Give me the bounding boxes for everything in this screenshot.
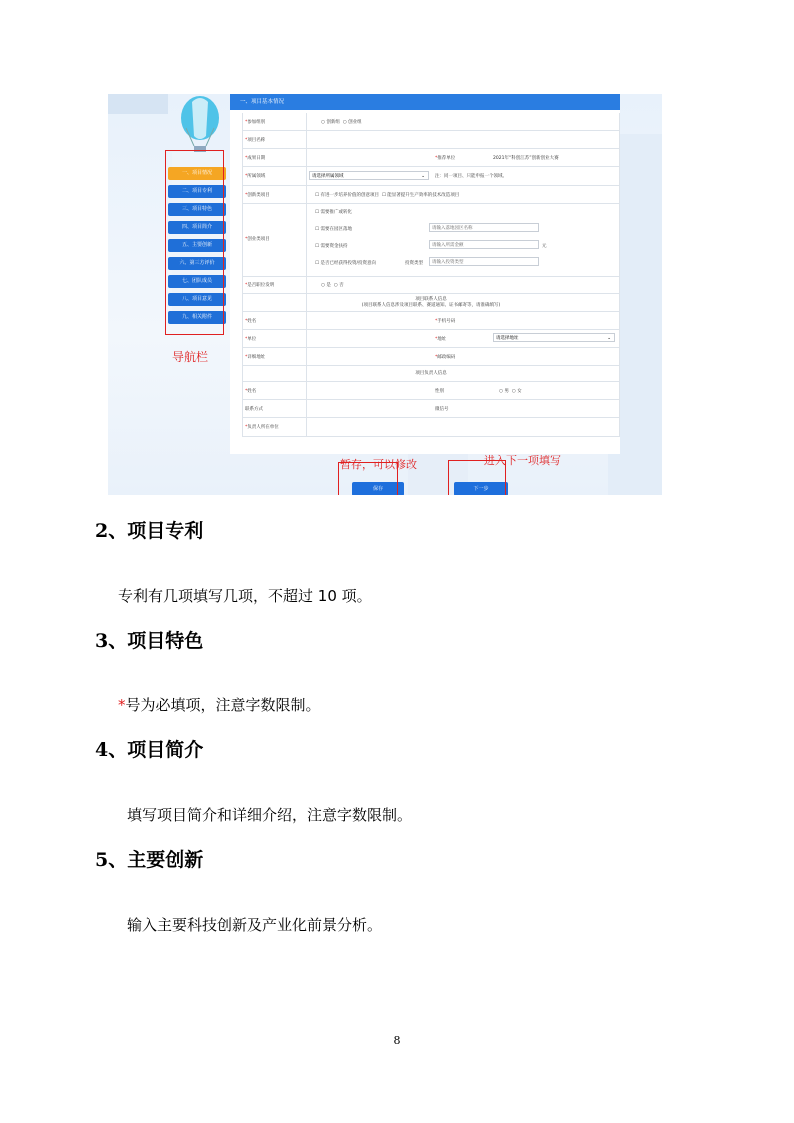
features-note: 号为必填项，注意字数限制。 <box>125 696 321 714</box>
park-name-input[interactable]: 请输入落地园区名称 <box>429 223 539 232</box>
form-row-startup: *创业类项目 ☐ 需要推广或转化 ☐ 需要在园区落地 请输入落地园区名称 ☐ 需要资金扶持 请输入所需金额 元 ☐ 是否已经获得投资/投资意向 投资类型 请输入投资类型 <box>242 204 620 277</box>
job-opt2: 否 <box>339 283 344 288</box>
job-opt1: 是 <box>326 283 331 288</box>
form-row-name: *项目名称 <box>242 131 620 149</box>
background-decoration <box>108 94 168 114</box>
field-select[interactable] <box>309 171 429 180</box>
unit-label: 单位 <box>247 337 257 342</box>
investment-type-label: 投资类型 <box>405 261 423 266</box>
project-form <box>230 94 620 454</box>
leader-name-label: 姓名 <box>247 389 257 394</box>
nav-item-features[interactable]: 三、项目特色 <box>168 203 226 216</box>
nav-annotation: 导航栏 <box>172 350 209 364</box>
form-row-category: *参加组别 ○ 创新组 ○ 创业组 <box>242 113 620 131</box>
nav-highlight-box <box>165 150 224 335</box>
startup-checkbox-2[interactable]: ☐ 需要在园区落地 <box>315 227 352 232</box>
next-button[interactable]: 下一步 <box>454 482 508 495</box>
nav-item-patent[interactable]: 二、项目专利 <box>168 185 226 198</box>
category-radio[interactable]: ○ 创新组 ○ 创业组 <box>321 120 362 125</box>
column-divider <box>306 113 307 436</box>
section-heading-innovation: 5、主要创新 <box>95 849 204 871</box>
nav-item-attachments[interactable]: 九、相关附件 <box>168 311 226 324</box>
innovation-label: 创新类项目 <box>247 193 270 198</box>
form-row-innovation: *创新类项目 ☐ 有进一步培养价值的创意项目 ☐ 能显著提升生产效率的技术改造项目 <box>242 186 620 204</box>
startup-opt4: 是否已经获得投资/投资意向 <box>320 261 376 266</box>
form-row-contact-unit: *单位 *地址 请选择地址 ⌄ <box>242 330 620 348</box>
section-heading-features: 3、项目特色 <box>95 630 204 652</box>
gender-radio[interactable]: ○ 男 ○ 女 <box>499 389 522 394</box>
form-row-leader-unit: *负责人所在单位 <box>242 418 620 437</box>
field-select-value: 请选择所属领域 <box>312 174 344 179</box>
page-number: 8 <box>393 1034 401 1047</box>
leader-title: 项目负责人信息 <box>415 371 447 376</box>
nav-item-opinion[interactable]: 八、项目意见 <box>168 293 226 306</box>
recommend-value: 2021年“科创江苏”创新创业大赛 <box>493 156 559 161</box>
section-text-features <box>118 694 321 715</box>
form-row-leader-name: *姓名 性别 ○ 男 ○ 女 <box>242 382 620 400</box>
date-label: 成果日期 <box>247 156 266 161</box>
innovation-opt2: 能显著提升生产效率的技术改造项目 <box>387 193 460 198</box>
section-text-intro: 填写项目简介和详细介绍，注意字数限制。 <box>127 806 413 824</box>
recommend-label: 推荐单位 <box>437 156 456 161</box>
category-opt1: 创新组 <box>326 120 340 125</box>
startup-opt3: 需要资金扶持 <box>320 244 348 249</box>
contact-subtitle: (项目联系人信息涉及项目联系、赛道通知、证书邮寄等，请准确填写) <box>361 303 501 308</box>
contact-method-label: 联系方式 <box>245 407 263 412</box>
form-row-date: *成果日期 *推荐单位 2021年“科创江苏”创新创业大赛 <box>242 149 620 167</box>
form-row-contact-title <box>242 294 620 312</box>
funding-unit: 元 <box>542 244 547 249</box>
form-row-field: *所属领域 请选择所属领域 ⌄ 注：同一项目、只能申报一个领域。 <box>242 167 620 186</box>
innovation-checkboxes[interactable]: ☐ 有进一步培养价值的创意项目 ☐ 能显著提升生产效率的技术改造项目 <box>315 193 460 198</box>
category-label: 参加组别 <box>247 120 266 125</box>
leader-unit-label: 负责人所在单位 <box>247 425 279 430</box>
startup-checkbox-1[interactable]: ☐ 需要推广或转化 <box>315 210 352 215</box>
innovation-opt1: 有进一步培养价值的创意项目 <box>320 193 379 198</box>
section-heading-patent: 2、项目专利 <box>95 520 204 542</box>
startup-opt1: 需要推广或转化 <box>320 210 352 215</box>
gender-opt2: 女 <box>517 389 522 394</box>
save-annotation: 暂存，可以修改 <box>340 458 417 471</box>
section-text-patent: 专利有几项填写几项，不超过 10 项。 <box>118 587 372 605</box>
detail-address-label: 详细地址 <box>247 355 266 360</box>
address-label: 地址 <box>437 337 447 342</box>
startup-opt2: 需要在园区落地 <box>320 227 352 232</box>
zip-label: 邮政编码 <box>437 355 456 360</box>
section-text-innovation: 输入主要科技创新及产业化前景分析。 <box>127 916 383 934</box>
form-row-leader-title <box>242 366 620 382</box>
form-row-job: *是否职位发明 ○ 是 ○ 否 <box>242 277 620 294</box>
investment-type-input[interactable]: 请输入投资类型 <box>429 257 539 266</box>
nav-item-third-party[interactable]: 六、第三方评价 <box>168 257 226 270</box>
contact-name-label: 姓名 <box>247 319 257 324</box>
chevron-down-icon: ⌄ <box>607 336 611 341</box>
form-row-contact-name: *姓名 *手机号码 <box>242 312 620 330</box>
startup-checkbox-3[interactable]: ☐ 需要资金扶持 <box>315 244 348 249</box>
chevron-down-icon: ⌄ <box>421 174 425 179</box>
wechat-label: 微信号 <box>435 407 449 412</box>
form-row-contact-address: *详细地址 *邮政编码 <box>242 348 620 366</box>
form-screenshot <box>108 94 662 495</box>
address-select-value: 请选择地址 <box>496 336 519 341</box>
job-label: 是否职位发明 <box>247 283 275 288</box>
nav-item-intro[interactable]: 四、项目简介 <box>168 221 226 234</box>
startup-checkbox-4[interactable]: ☐ 是否已经获得投资/投资意向 <box>315 261 376 266</box>
section-heading-intro: 4、项目简介 <box>95 739 204 761</box>
project-name-label: 项目名称 <box>247 138 266 143</box>
category-opt2: 创业组 <box>348 120 362 125</box>
phone-label: 手机号码 <box>437 319 456 324</box>
form-header: 一、项目基本情况 <box>230 94 620 110</box>
form-row-contact-method <box>242 400 620 418</box>
startup-label: 创业类项目 <box>247 237 270 242</box>
funding-input[interactable]: 请输入所需金额 <box>429 240 539 249</box>
save-button[interactable]: 保存 <box>352 482 404 495</box>
gender-label: 性别 <box>435 389 444 394</box>
nav-item-project-info[interactable]: 一、项目情况 <box>168 167 226 180</box>
nav-item-team[interactable]: 七、团队成员 <box>168 275 226 288</box>
gender-opt1: 男 <box>504 389 509 394</box>
contact-title: 项目联系人信息 <box>415 297 447 302</box>
required-star: * <box>118 696 126 714</box>
field-label: 所属领域 <box>247 174 266 179</box>
field-note: 注：同一项目、只能申报一个领域。 <box>435 174 507 179</box>
job-radio[interactable]: ○ 是 ○ 否 <box>321 283 344 288</box>
nav-item-innovation[interactable]: 五、主要创新 <box>168 239 226 252</box>
next-annotation: 进入下一项填写 <box>484 454 561 467</box>
address-select[interactable] <box>493 333 615 342</box>
